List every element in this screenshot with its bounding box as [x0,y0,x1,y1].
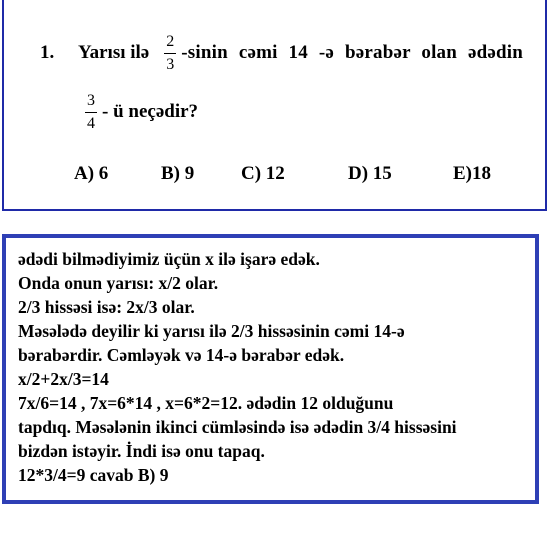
answer-options [4,163,549,191]
fraction-denominator: 3 [166,55,175,73]
solution-line: x/2+2x/3=14 [18,369,109,389]
question-text-start: Yarısı ilə [78,42,150,63]
fraction-bar [85,112,97,113]
solution-line: 2/3 hissəsi isə: 2x/3 olar. [18,297,195,317]
question-line-1 [40,28,530,78]
option-c[interactable]: C) 12 [241,163,285,184]
question-text-middle: -sinin cəmi 14 -ə bərabər olan ədədin [181,42,524,63]
question-box [2,0,547,211]
fraction-numerator: 2 [166,32,175,50]
question-text-end: - ü neçədir? [102,101,199,122]
solution-line: bizdən istəyir. İndi isə onu tapaq. [18,441,265,461]
fraction-denominator: 4 [87,114,95,132]
solution-line: Məsələdə deyilir ki yarısı ilə 2/3 hissəsinin cəmi 14-ə [18,321,405,341]
question-number: 1. [40,42,55,63]
solution-line: ədədi bilmədiyimiz üçün x ilə işarə edək. [18,249,320,269]
solution-line: 7x/6=14 , 7x=6*14 , x=6*2=12. ədədin 12 olduğunu [18,393,394,413]
solution-box [2,234,539,504]
fraction-two-thirds [163,33,177,74]
option-a[interactable]: A) 6 [74,163,109,184]
question-line-2 [82,86,198,138]
fraction-bar [164,53,176,54]
option-d[interactable]: D) 15 [348,163,392,184]
option-b[interactable]: B) 9 [161,163,195,184]
solution-line: bərabərdir. Cəmləyək və 14-ə bərabər edək. [18,345,345,365]
solution-line: Onda onun yarısı: x/2 olar. [18,273,219,293]
fraction-numerator: 3 [87,91,95,109]
solution-line: 12*3/4=9 cavab B) 9 [18,465,169,485]
option-e[interactable]: E)18 [453,163,491,184]
solution-line: tapdıq. Məsələnin ikinci cümləsində isə ədədin 3/4 hissəsini [18,417,457,437]
fraction-three-quarters [84,92,98,133]
